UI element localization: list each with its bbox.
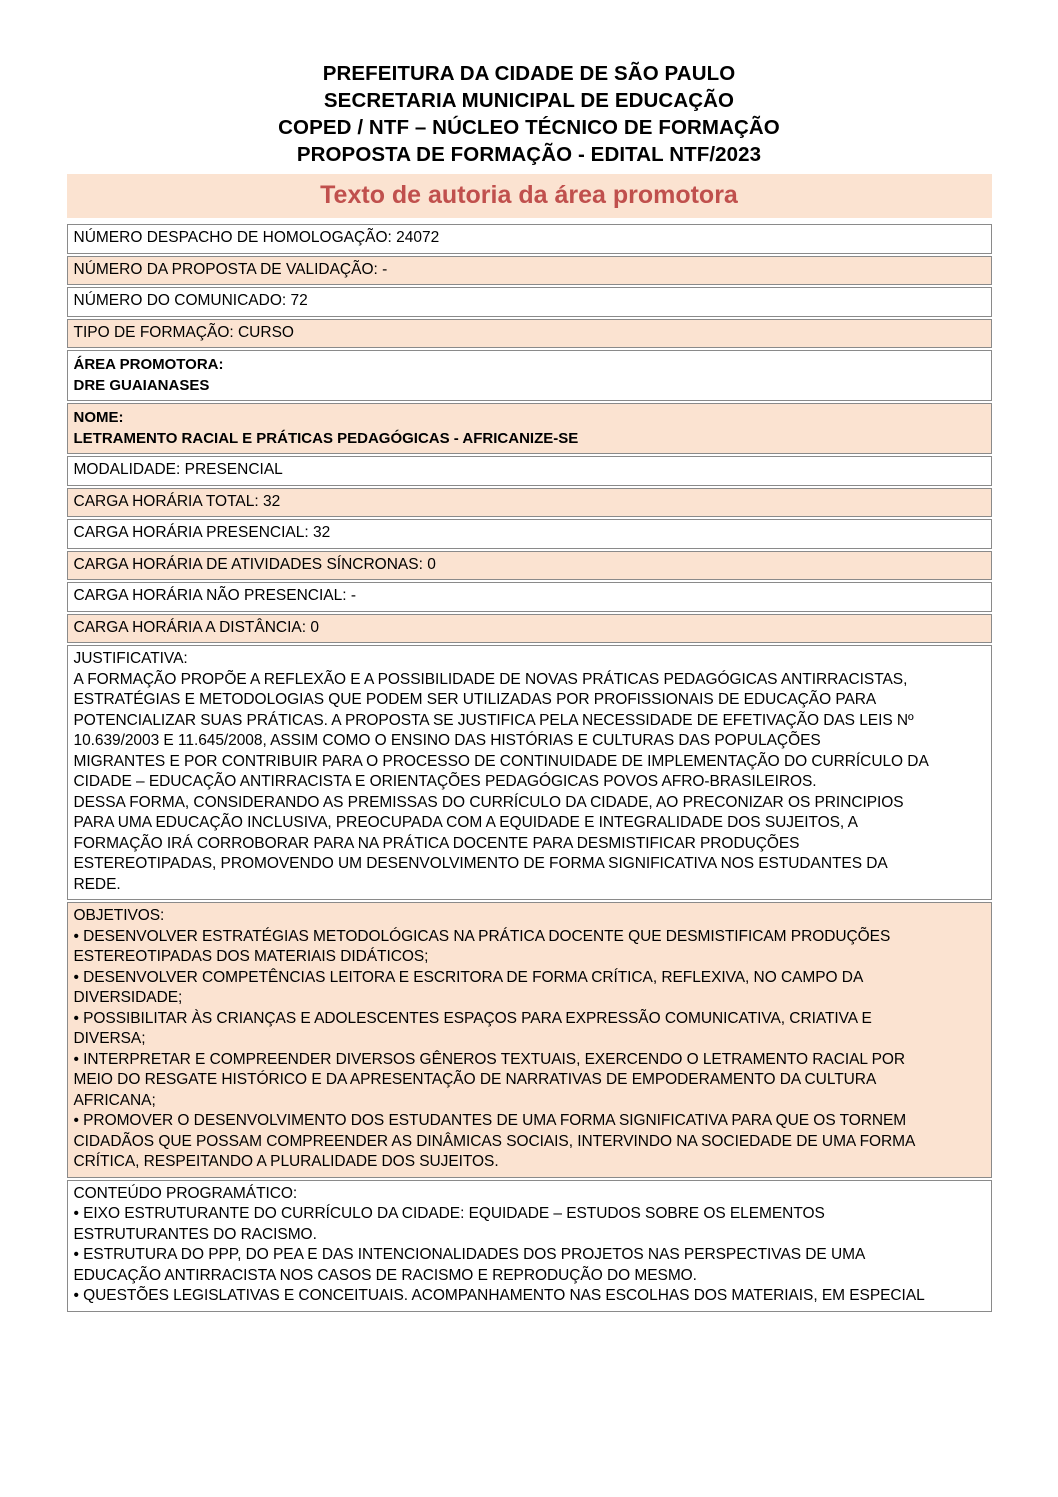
field-numero-comunicado [67,287,992,317]
table-row [67,403,992,454]
justificativa-line: 10.639/2003 E 11.645/2008, ASSIM COMO O ENSINO DAS HISTÓRIAS E CULTURAS DAS POPULAÇÕES [73,732,821,749]
field-nome-value: LETRAMENTO RACIAL E PRÁTICAS PEDAGÓGICAS - AFRICANIZE-SE [73,430,579,447]
conteudo-line: EDUCAÇÃO ANTIRRACISTA NOS CASOS DE RACISMO E REPRODUÇÃO DO MESMO. [73,1266,697,1284]
field-area-promotora [67,350,992,401]
field-carga-distancia-text: CARGA HORÁRIA A DISTÂNCIA: 0 [73,618,319,636]
justificativa-line: DESSA FORMA, CONSIDERANDO AS PREMISSAS DO CURRÍCULO DA CIDADE, AO PRECONIZAR OS PRINCIPIOS [73,793,904,811]
field-carga-nao-presencial-text: CARGA HORÁRIA NÃO PRESENCIAL: - [73,587,357,604]
section-objetivos [67,902,992,1178]
justificativa-line: ESTEREOTIPADAS, PROMOVENDO UM DESENVOLVIMENTO DE FORMA SIGNIFICATIVA NOS ESTUDANTES DA [73,855,888,872]
field-carga-sincronas [67,551,992,581]
objetivos-line: • INTERPRETAR E COMPREENDER DIVERSOS GÊNEROS TEXTUAIS, EXERCENDO O LETRAMENTO RACIAL POR [73,1050,906,1068]
table-row [67,902,992,1178]
conteudo-line: • QUESTÕES LEGISLATIVAS E CONCEITUAIS. ACOMPANHAMENTO NAS ESCOLHAS DOS MATERIAIS, EM ESPECIAL [73,1287,925,1304]
objetivos-line: CIDADÃOS QUE POSSAM COMPREENDER AS DINÂMICAS SOCIAIS, INTERVINDO NA SOCIEDADE DE UMA FORMA [73,1132,916,1150]
conteudo-line: • ESTRUTURA DO PPP, DO PEA E DAS INTENCIONALIDADES DOS PROJETOS NAS PERSPECTIVAS DE UMA [73,1246,866,1263]
header-line-1: PREFEITURA DA CIDADE DE SÃO PAULO [322,62,736,85]
field-carga-total-text: CARGA HORÁRIA TOTAL: 32 [73,492,281,510]
justificativa-line: MIGRANTES E POR CONTRIBUIR PARA O PROCESSO DE CONTINUIDADE DE IMPLEMENTAÇÃO DO CURRÍCULO DA [73,752,929,770]
justificativa-line: POTENCIALIZAR SUAS PRÁTICAS. A PROPOSTA SE JUSTIFICA PELA NECESSIDADE DE EFETIVAÇÃO DAS LEIS Nº [73,711,914,729]
objetivos-line: • PROMOVER O DESENVOLVIMENTO DOS ESTUDANTES DE UMA FORMA SIGNIFICATIVA PARA QUE OS TORNEM [73,1112,907,1129]
objetivos-line: MEIO DO RESGATE HISTÓRICO E DA APRESENTAÇÃO DE NARRATIVAS DE EMPODERAMENTO DA CULTURA [73,1071,877,1088]
table-row [67,287,992,317]
objetivos-line: • POSSIBILITAR ÀS CRIANÇAS E ADOLESCENTES ESPAÇOS PARA EXPRESSÃO COMUNICATIVA, CRIATIVA E [73,1009,872,1027]
justificativa-line: REDE. [73,875,121,893]
justificativa-line: CIDADE – EDUCAÇÃO ANTIRRACISTA E ORIENTAÇÕES PEDAGÓGICAS POVOS AFRO-BRASILEIROS. [73,773,817,790]
objetivos-line: • DESENVOLVER ESTRATÉGIAS METODOLÓGICAS NA PRÁTICA DOCENTE QUE DESMISTIFICAM PRODUÇÕES [73,927,891,945]
field-carga-presencial-text: CARGA HORÁRIA PRESENCIAL: 32 [73,524,331,541]
objetivos-line: CRÍTICA, RESPEITANDO A PLURALIDADE DOS SUJEITOS. [73,1153,499,1170]
table-row [67,456,992,486]
table-row [67,614,992,644]
objetivos-label: OBJETIVOS: [73,907,165,924]
field-tipo-formacao-text: TIPO DE FORMAÇÃO: CURSO [73,323,294,341]
conteudo-line: ESTRUTURANTES DO RACISMO. [73,1225,317,1243]
objetivos-line: AFRICANA; [73,1091,156,1109]
header-line-4: PROPOSTA DE FORMAÇÃO - EDITAL NTF/2023 [296,143,762,166]
field-carga-sincronas-text: CARGA HORÁRIA DE ATIVIDADES SÍNCRONAS: 0 [73,555,436,573]
field-numero-comunicado-text: NÚMERO DO COMUNICADO: 72 [73,292,308,309]
table-row [67,1180,992,1312]
proposal-table [67,222,992,1314]
table-row [67,350,992,401]
field-numero-despacho [67,224,992,254]
field-modalidade-text: MODALIDADE: PRESENCIAL [73,461,283,478]
section-banner [67,174,992,218]
field-carga-total [67,488,992,518]
justificativa-line: ESTRATÉGIAS E METODOLOGIAS QUE PODEM SER UTILIZADAS POR PROFISSIONAIS DE EDUCAÇÃO PARA [73,691,877,708]
objetivos-line: DIVERSA; [73,1030,146,1047]
field-area-promotora-label: ÁREA PROMOTORA: [73,356,224,373]
field-tipo-formacao [67,319,992,349]
field-nome [67,403,992,454]
field-numero-proposta [67,256,992,286]
justificativa-line: A FORMAÇÃO PROPÕE A REFLEXÃO E A POSSIBILIDADE DE NOVAS PRÁTICAS PEDAGÓGICAS ANTIRRACISTAS, [73,670,908,688]
document-header [0,0,1058,168]
table-row [67,582,992,612]
header-line-3: COPED / NTF – NÚCLEO TÉCNICO DE FORMAÇÃO [278,116,780,139]
justificativa-line: FORMAÇÃO IRÁ CORROBORAR PARA NA PRÁTICA DOCENTE PARA DESMISTIFICAR PRODUÇÕES [73,834,800,852]
field-nome-label: NOME: [73,409,124,426]
field-carga-nao-presencial [67,582,992,612]
section-justificativa [67,645,992,900]
field-area-promotora-value: DRE GUAIANASES [73,377,210,394]
objetivos-line: • DESENVOLVER COMPETÊNCIAS LEITORA E ESCRITORA DE FORMA CRÍTICA, REFLEXIVA, NO CAMPO DA [73,968,864,986]
table-row [67,519,992,549]
table-row [67,224,992,254]
field-modalidade [67,456,992,486]
table-row [67,645,992,900]
section-conteudo-programatico [67,1180,992,1312]
field-numero-proposta-text: NÚMERO DA PROPOSTA DE VALIDAÇÃO: - [73,260,388,278]
justificativa-label: JUSTIFICATIVA: [73,650,188,667]
conteudo-label: CONTEÚDO PROGRAMÁTICO: [73,1184,298,1202]
objetivos-line: ESTEREOTIPADAS DOS MATERIAIS DIDÁTICOS; [73,948,429,965]
field-carga-distancia [67,614,992,644]
justificativa-line: PARA UMA EDUCAÇÃO INCLUSIVA, PREOCUPADA COM A EQUIDADE E INTEGRALIDADE DOS SUJEITOS, A [73,814,858,831]
table-row [67,256,992,286]
table-row [67,319,992,349]
table-row [67,488,992,518]
table-row [67,551,992,581]
conteudo-line: • EIXO ESTRUTURANTE DO CURRÍCULO DA CIDADE: EQUIDADE – ESTUDOS SOBRE OS ELEMENTOS [73,1205,825,1222]
objetivos-line: DIVERSIDADE; [73,989,183,1006]
field-carga-presencial [67,519,992,549]
field-numero-despacho-text: NÚMERO DESPACHO DE HOMOLOGAÇÃO: 24072 [73,229,440,246]
banner-title: Texto de autoria da área promotora [320,181,738,209]
header-line-2: SECRETARIA MUNICIPAL DE EDUCAÇÃO [323,89,735,112]
